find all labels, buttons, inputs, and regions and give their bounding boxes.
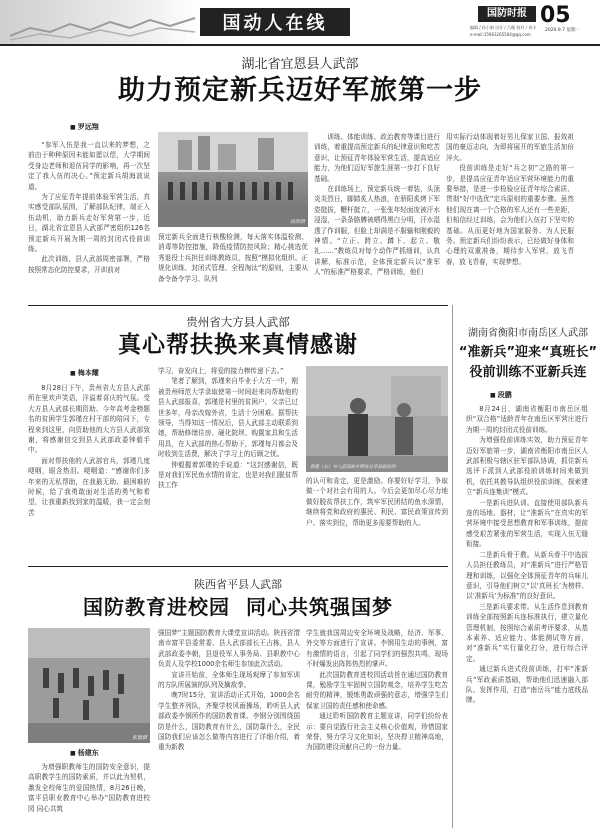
article3-author: ■ 段鹏 (490, 390, 512, 400)
article1-photo-caption: 段晓摄 (289, 219, 305, 225)
paragraph: 晚7时15分，宣讲活动正式开始，1000余名学生整齐列队，齐聚学校风雨操场，聆听县人武部政委李钢所作的国防教育课。李钢分别围绕国防是什么，国防教育有什么，国防靠什么，全民国防我们应该怎么做等内容进行了详细介绍，着重为新教 (158, 691, 300, 752)
article3-kicker: 湖南省衡阳市南岳区人武部 (468, 328, 588, 339)
paragraph: 用实际行动体现着好男儿保家卫国、报效祖国的豪迈志向，为即将展开的军旅生活加倍淬火。 (446, 133, 574, 162)
training-photo-illustration (158, 132, 308, 227)
paragraph: 役前训练是走好“兵之初”之路的第一步，是提高应征青年适应军营环境能力的重要举措，是进一步检验应征青年综合素质、贯彻“好中选优”定兵原则的重要步骤。虽然他们现在离一个合格的军人还有一些差距，但相信经过训练，会为他们入伍打下坚实的基础。从而更好地为国家服务、为人民服务。预定新兵们纷纷表示，已经做好身体和心理的双重准备，期待步入军营，放飞青春，放飞青春，实现梦想。 (446, 164, 574, 266)
paragraph: 通过聆听国防教育主题宣讲，同学们纷纷表示：要自觉践行社会主义核心价值观，珍惜国家荣誉，努力学习文化知识，坚决捍卫精神高地，为国防建设贡献自己的一份力量。 (306, 712, 448, 752)
paragraph: 面对帮扶他的人武部官兵，郭瑾几度哽咽，眼含热泪。哽咽道：“感谢你们多年来的无私帮助，在我最无助、最困难的时候，给了我勇敢面对生活的勇气和希望，让我重新找到家的温暖，我一定会刻苦 (28, 456, 150, 517)
editor-credits: 编辑 / 孙小娟 设计 / 吕薇 校对 / 刘丰 (470, 25, 537, 30)
article2-col1 (28, 383, 150, 560)
article2-headline: 真心帮扶换来真情感谢 (118, 332, 358, 358)
visit-photo-illustration (306, 366, 448, 472)
section-title-banner (200, 8, 350, 36)
paragraph: 三是新兵要求带。从生活作息到教育训练全部按照新兵连标准执行，建立量化管理机制，按照综合素质考评要求，从基本素养、适应能力、体能测试等方面，对“准新兵”实行量化打分，进行综合评定。 (466, 602, 588, 663)
article2-author: ■ 梅本耀 (70, 368, 99, 378)
paragraph: 的认可和肯定，更是激励。你要好好学习，争取做一个对社会有用的人。今后会更加尽心尽力地做好脱贫帮扶工作，筑牢军民团结的鱼水深情，继续将党和政府的惠民、利民、富民政策宣传到户、落实到位，帮助更多需要帮助的人。 (306, 477, 448, 527)
masthead-text: 国防时报 (487, 8, 527, 19)
article3-divider (452, 305, 453, 828)
article1-col1 (28, 140, 150, 300)
article3-body (466, 404, 588, 826)
paragraph: 二是新兵骨干教。从新兵骨干中选拔人员担任教练员，对“准新兵”进行严格管理和训练，以强化全体预征青年的兵味儿意识，引导他们树立“以‘真班长’为榜样、以‘准新兵’为标准”的良好意识。 (466, 550, 588, 601)
paragraph: 训练、体能训练、政治教育等课目进行训练，着重提高预定新兵的纪律意识和吃苦意识，让预征青年体验军营生活，提高适应能力，为他们迈好军旅生涯第一步打下良好基础。 (314, 133, 440, 183)
article1-col3 (314, 132, 440, 302)
paragraph: “参军入伍是我一直以来的梦想，之前由于种种原因未能如愿以偿，大学期间受身边老师和退伍同学的影响，再一次坚定了我入伍的决心。”预定新兵胡海波说道。 (28, 141, 150, 191)
article1-author: ■ 罗远翔 (70, 122, 99, 132)
issue-date: 2020.9.7 星期一 (545, 28, 580, 33)
section-title: 国动人在线 (222, 13, 328, 34)
paragraph: 强国梦”主题国防教育大课堂宣讲活动。陕西省渭南市富平县委常委、县人武部部长王占栋，县人武部政委李朝，县退役军人事务局、县职教中心负责人及学校1000余名师生参加此次活动。 (158, 629, 300, 669)
paragraph: 为增强役前训练实效，助力预征青年迈好军旅第一步，湖南省衡阳市南岳区人武部积极与辖区驻军部队协调，抓住新兵选评下派到人武部役前训练时间来做到机，依托其教导队组织役前训练，探索建立“新兵连集训”模式。 (466, 436, 588, 497)
article2-kicker: 贵州省大方县人武部 (186, 315, 290, 329)
article3-headline-line1: “准新兵”迎来“真班长” (458, 345, 598, 360)
article2-photo-caption: 郭瑾（右）与人武部驻乡帮扶分享县政府的 (310, 465, 396, 470)
paragraph: 笔者了解到，郭瑾来自毕业于大方一中，刚被贵州师范大学录取使第一时间赶来向帮助他的县人武部报喜，郭瑾是村里的贫困户，父亲已过世多年，母亲改嫁外省，生活十分困难。据帮扶领导，当得知这一情况后，县人武部主动联系到她，帮助修缮住房、硬化院坝、购置家具和生活用具，在人武部的热心帮助下，郭瑾每月都会及时收到生活费，解决了学习上的后顾之忧。 (158, 377, 298, 459)
article2-bottom-rule (28, 566, 448, 567)
article4-col1 (28, 762, 150, 826)
article4-col3 (306, 628, 448, 826)
paragraph: 通过新兵进式役前训练，打牢“准新兵”军政素质基础，帮助他们迅速融入部队、发挥作用，打造“南岳兵”能力底线品牌。 (466, 665, 588, 705)
paragraph: 学生就我国周边安全环境及战略，经济、军事、外交等方面进行了宣讲。李钢用生动的事例，富有激情的语言，引起了同学们的强烈共鸣，现场不时爆发出阵阵热烈的掌声。 (306, 629, 448, 669)
paragraph: 为了应征青年提前体验军营生活，真实感受部队氛围，了解部队纪律，端正入伍动机，助力新兵走好军营第一步，近日，湖北省宜恩县人武部严密组织126名预定新兵开展为期一周的封闭式役前训练。 (28, 193, 150, 254)
article1-photo (158, 132, 308, 227)
article4-kicker: 陕西省平县人武部 (194, 578, 282, 591)
paragraph: 此次国防教育进校园活动旨在通过国防教育课，勉励学生牢固树立国防观念，培养学生吃苦耐劳的精神，锻炼勇敢顽强的意志，增强学生们保家卫国的责任感和使命感。 (306, 670, 448, 710)
paragraph: 宣讲开始前，全体师生现场观摩了参加军训的方队所展演的队列及擒敌拳。 (158, 670, 300, 690)
paragraph: 此次训练，县人武部周密部署，严格按照常态化防控要求，开训前对 (28, 255, 150, 274)
article2-col2 (158, 366, 298, 560)
article1-col4 (446, 132, 574, 302)
paragraph: 一是新兵进队训。直接使用部队新兵连的场地、器材，让“准新兵”在真实的军营环境中接受思想教育和军事训练，提前感受艰苦紧张的军营生活，实现入伍无缝衔接。 (466, 498, 588, 549)
paragraph: 钟毅握着郭瑾的手说道：“这封感谢信，既是对我们军民鱼水情的肯定，也是对我们脱贫帮扶工作 (158, 460, 298, 490)
header-decoration (0, 0, 200, 44)
page-header (0, 0, 600, 46)
paragraph: 学习，奋发向上，将爱的接力棒传递下去。” (158, 367, 284, 375)
paragraph: 预定新兵全面进行核酸检测，每天落实体温检测、消毒等防控措施，降低疫情防控风险；精心挑选优秀退役士兵担任训练教练员，按照“模拟化组织、正规化训练、封闭式管理、全程淘汰”的原则，主要从备令备令学习、队列 (158, 233, 308, 283)
masthead-logo (478, 6, 536, 22)
article1-col2 (158, 232, 308, 300)
editor-email: e-mail:15963265564@qq.com (470, 32, 531, 37)
article2-col3 (306, 476, 448, 560)
article4-author: ■ 杨建东 (70, 748, 99, 758)
paragraph: 在训练场上，预定新兵统一着装，头顶炎炎烈日，脚踏炙人热浪，在骄阳炙烤下军姿挺拔，鞭杆挺立，一张张年轻面庞被汗水浸湿，一条条胳膊被晒得黑白分明，汗水湿透了作训服，但脸上却满是不服输和刚毅的神情。“立正、跨立、蹲下、起立、敬礼……”教练员对每个动作严抓细训，认真讲解，标准示范，全体预定新兵以“准军人”的标准严格要求，严格训练，他们 (314, 185, 440, 277)
article4-photo (28, 628, 150, 743)
article3-headline-line2: 役前训练不亚新兵连 (469, 365, 587, 380)
article4-col2 (158, 628, 300, 826)
article1-kicker: 湖北省宜恩县人武部 (241, 57, 359, 72)
paragraph: 8月28日下午，贵州省大方县人武部所在里欢声笑语，洋溢着喜庆的气氛。受大方县人武部长期资助、今年高考金榜题名的贫困学生郭瑾在村干部的陪同下，专程来到这里，向资助他的大方县人武部致谢，将感谢信交到县人武部政委钟毅手中。 (28, 384, 150, 455)
header-rule (0, 44, 600, 46)
article4-photo-caption: 张建摄 (131, 735, 147, 741)
article1-bottom-rule (28, 305, 448, 306)
great-wall-decoration-icon (0, 0, 200, 44)
campus-training-photo-illustration (28, 628, 150, 743)
article4-headline: 国防教育进校园 同心共筑强国梦 (83, 595, 393, 619)
paragraph: 8月24日，湖南省衡阳市南岳区组织“双合格”适龄青年在南岳区军营庄进行为期一周的封闭式役前训练。 (466, 405, 588, 434)
paragraph: 为增强职教师生的国防安全意识，提高职教学生的国防素质，并以此为契机，激发全校师生的爱国热情，8月26日晚，富平县职业教育中心举办“国防教育进校园 同心共筑 (28, 763, 150, 813)
article2-photo (306, 366, 448, 472)
page-number: 05 (540, 3, 571, 28)
article1-headline: 助力预定新兵迈好军旅第一步 (118, 75, 482, 106)
